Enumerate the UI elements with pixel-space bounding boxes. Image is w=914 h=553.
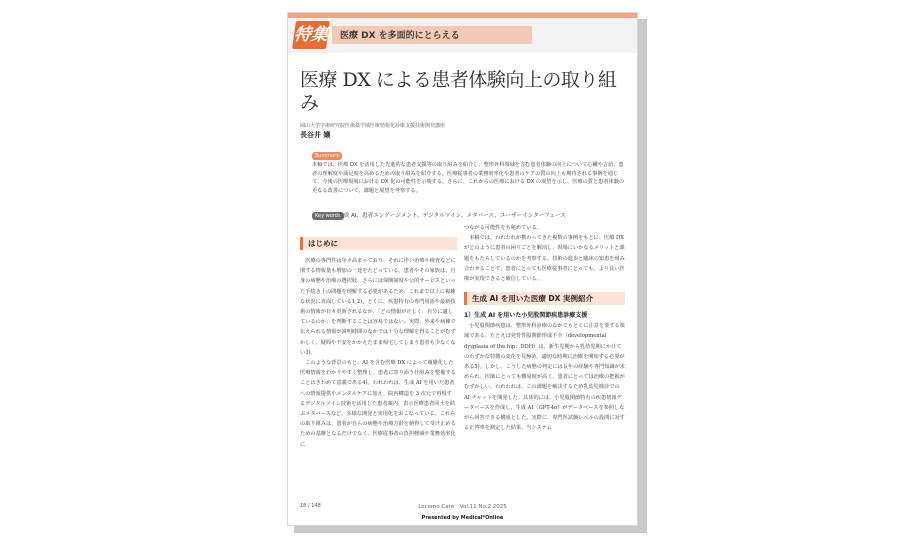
article-page — [287, 12, 638, 526]
journal-info: Locomo Care Vol.11 No.2 2025 — [418, 504, 507, 510]
feature-banner — [288, 13, 637, 53]
paragraph: 医療の専門性は年々高まっており、それに伴い治療や検査などに関する情報量も増加の一途をたどっている。患者やその家族は、自身の病態や治療の選択肢、さらには保険制度や公的サービスといった手続き上の問題を理解する必要があるため、これまで以上に複雑な状況に直面している1,2)。とくに、疾患特有の専門用語や最新技術の情報が日々更新されるなか、「どの情報が正しく、自分に適しているのか」を判断することは容易ではない。実際、外来や病棟で伝えられる情報が説明時間のなかでは十分な理解を得ることがむずかしく、疑問や不安をかかえたまま帰宅してしまう患者も少なくない3)。 — [300, 258, 456, 356]
keywords-label: Key words — [312, 212, 344, 220]
paragraph: 小児股関節疾患は、整形外科診療のなかでもとくに注意を要する領域である。たとえば発育性股関節形成不全（developmental dysplasia of the hip：DDH）は、新生児期から乳幼児期にかけてのわずかな特徴の変化を見極め、適切な時期に治療を開始する必要がある5)。しかし、こうした病態の判定には長年の経験や専門知識が求められ、医師にとっても難易度が高く、患者にとっては治療の把握がむずかしい。われわれは、この課題を解決するため乳幼児検診での AI チャットを開発した。具体的には、小児股関節特有の疾患情報データベースを作成し、生成 AI（GPT-4o）がデータベースを参照しながら回答できる構成とした。実際に、専門医試験レベルの設問に対する正答率を測定した結果、当システム — [464, 323, 625, 432]
series-title-band — [332, 26, 532, 44]
paragraph: つながる可能性をも秘めている。 — [464, 225, 542, 231]
paragraph: 本稿では、われわれが携わってきた複数の事例をもとに、医療 DX がどのように患者の困りごとを解消し、現場にいかなるメリットと課題をもたらしているのかを考察する。技術の進歩と臨床の知恵を組み合わせることで、患者にとっても医療従事者にとっても、より良い医療が実現できると確信している。 — [464, 235, 625, 283]
subsection-heading: 1）生成 AI を用いた小児股関節疾患診療支援 — [464, 312, 588, 320]
paragraph: このような背景のもと、AI を含む医療 DX によって複雑化した医療情報をわかりやすく整理し、患者に寄り添う仕組みを整備することはきわめて意義である4)。われわれは、生成 AI を用いた患者への情報提供やメンタルケアに加え、院内構造を 3 次元で再現するデジタルツイン技術を活用した患者案内、表示医療患者同士を結ぶメタバースなど、多様な開発と実用化をおこなっている。これらの取り組みは、患者が自らの病態や治療方針を納得して受け止めるための基盤となるだけでなく、医療従事者の負担軽減や業務効率化に — [300, 360, 456, 448]
summary-label: Summary — [312, 152, 342, 160]
series-title: 医療 DX を多面的にとらえる — [340, 31, 460, 41]
author-affiliation: 岡山大学学術研究院医歯薬学域医療情報化診療支援技術開発講座 — [300, 123, 446, 129]
banner-stripe — [288, 13, 637, 18]
keywords-text: 生成 AI、患者エンゲージメント、デジタルツイン、メタバース、ユーザーインターフェース — [338, 213, 566, 219]
section-heading-intro: はじめに — [300, 237, 457, 250]
article-title: 医療 DX による患者体験向上の取り組み — [300, 69, 617, 114]
presented-by: Presented by Medical*Online — [421, 515, 504, 521]
page-number: 18 / 148 — [300, 503, 321, 509]
summary-text: 本稿では、医療 DX を活用した先進的な患者支援等の取り組みを紹介し、整形外科領域を含む患者体験の向上について心臓や言語、患者の理解度や満足度を高めるための取り組みを紹介する。医療従事者の業務効率化や患者のケアの質の向上も期待される事例を通じて、今後の医療現場における DX 化の可能性を示唆する。さらに、これからの医療における DX の展望を示し、医療の質と患者体験の更なる改善について、課題と展望を考察する。 — [312, 162, 625, 194]
left-column — [300, 237, 457, 450]
author-name: 長谷井 嬢 — [300, 131, 331, 139]
right-column — [464, 223, 625, 433]
feature-mark: 特集 — [292, 21, 330, 49]
section-heading-examples: 生成 AI を用いた医療 DX 実例紹介 — [464, 292, 625, 305]
